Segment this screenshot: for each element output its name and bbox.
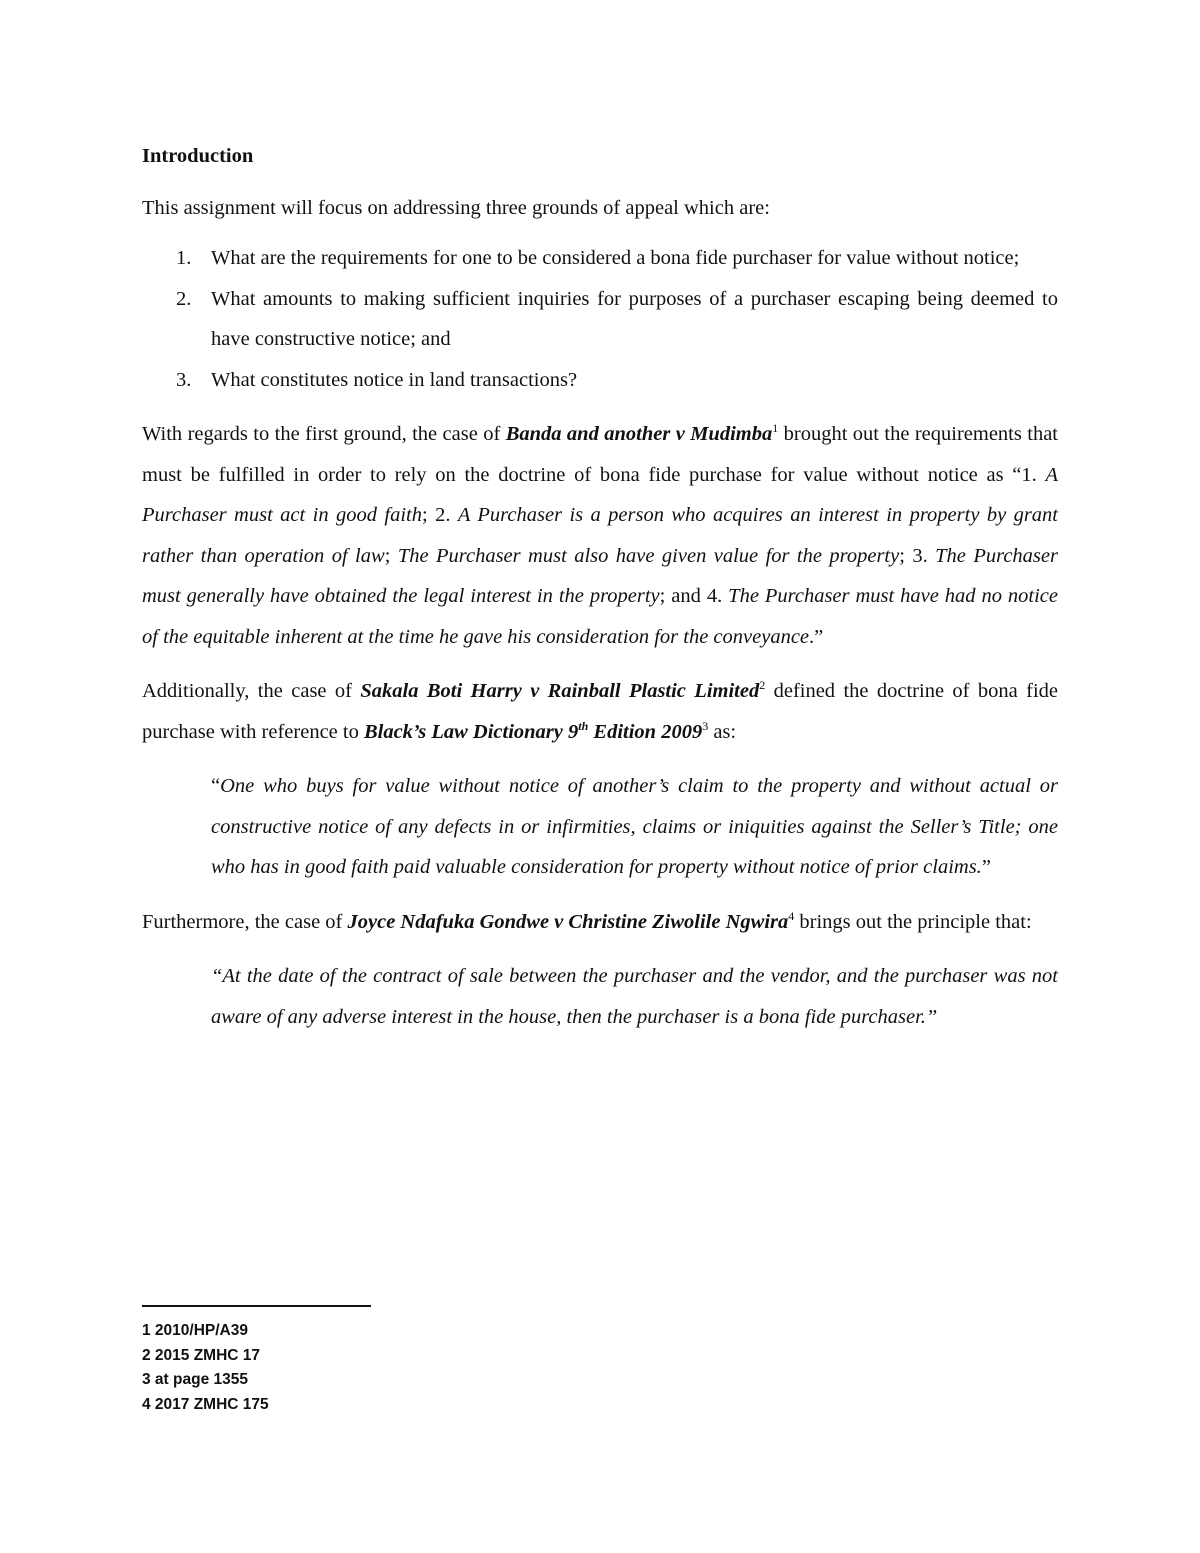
case-citation: Sakala Boti Harry v Rainball Plastic Limited <box>360 680 760 702</box>
text-run: With regards to the first ground, the case of <box>142 423 506 445</box>
footnote-item: 3 at page 1355 <box>142 1371 248 1388</box>
list-number: 3. <box>176 368 192 391</box>
text-run: ; 2. <box>421 504 458 526</box>
text-run: Additionally, the case of <box>142 680 361 702</box>
text-run: as: <box>708 720 737 743</box>
text-run: brought out the requirements that must be fulfilled in order to rely on the doctrine of bona fide purchase for value without notice as “1. <box>142 423 1058 486</box>
text-run: ; <box>384 544 398 567</box>
quote-mark: “ <box>211 775 221 797</box>
footnote-item: 1 2010/HP/A39 <box>142 1322 248 1339</box>
case-citation: Banda and another v Mudimba <box>505 423 773 445</box>
list-item-text: What amounts to making sufficient inquiries for purposes of a purchaser escaping being deemed to have constructive notice; and <box>211 287 1058 350</box>
footnote-separator <box>142 1305 371 1307</box>
footnote-ref[interactable]: 4 <box>788 908 795 923</box>
ordinal-suffix: th <box>578 718 589 733</box>
list-number: 2. <box>176 287 192 310</box>
quoted-requirement: A Purchaser must act in good faith <box>142 463 1058 526</box>
list-item <box>142 360 1058 401</box>
list-item-text: What constitutes notice in land transactions? <box>211 368 578 391</box>
list-item-text: What are the requirements for one to be considered a bona fide purchaser for value without notice; <box>211 247 1020 269</box>
book-citation-edition: Edition 2009 <box>588 720 703 743</box>
quoted-requirement: The Purchaser must have had no notice of the equitable inherent at the time he gave his consideration for the conveyance <box>142 585 1058 648</box>
paragraph-sakala <box>142 671 1058 752</box>
list-item <box>142 279 1058 360</box>
text-run: Furthermore, the case of <box>142 910 348 933</box>
text-run: .” <box>809 625 824 648</box>
text-run: defined the doctrine of bona fide purchase with reference to <box>142 680 1058 743</box>
footnote-item: 4 2017 ZMHC 175 <box>142 1395 269 1413</box>
block-quote-definition <box>142 766 1058 888</box>
quoted-requirement: A Purchaser is a person who acquires an interest in property by grant rather than operation of law <box>142 504 1058 567</box>
block-quote-principle: “At the date of the contract of sale between the purchaser and the vendor, and the purchaser was not aware of any adverse interest in the house, then the purchaser is a bona fide purchaser.” <box>211 965 1058 1028</box>
text-run: brings out the principle that: <box>794 910 1032 933</box>
quote-text: One who buys for value without notice of another’s claim to the property and without actual or constructive notice of any defects in or infirmities, claims or iniquities against the Seller’s Title; one who has in good faith paid valuable consideration for property without notice of prior claims. <box>211 775 1058 878</box>
text-run: ; 3. <box>899 544 936 567</box>
text-run: ; and 4. <box>659 585 729 607</box>
section-heading: Introduction <box>142 145 254 167</box>
footnote-ref[interactable]: 1 <box>772 421 779 436</box>
paragraph-banda <box>142 414 1058 657</box>
grounds-list <box>142 238 1058 400</box>
document-body <box>142 140 1058 1051</box>
paragraph-gondwe <box>142 902 1058 943</box>
footnote-ref[interactable]: 3 <box>702 718 709 733</box>
intro-paragraph: This assignment will focus on addressing three grounds of appeal which are: <box>142 197 770 219</box>
quoted-requirement: The Purchaser must generally have obtained the legal interest in the property <box>142 544 1058 607</box>
quoted-requirement: The Purchaser must also have given value for the property <box>397 544 900 567</box>
case-citation: Joyce Ndafuka Gondwe v Christine Ziwolile Ngwira <box>347 910 789 933</box>
footnote-item: 2 2015 ZMHC 17 <box>142 1346 261 1364</box>
list-item <box>142 238 1058 279</box>
book-citation: Black’s Law Dictionary 9 <box>363 720 579 743</box>
list-number: 1. <box>176 247 192 269</box>
footnotes <box>142 1305 742 1417</box>
footnote-ref[interactable]: 2 <box>759 678 766 693</box>
quote-mark: ” <box>981 856 991 878</box>
